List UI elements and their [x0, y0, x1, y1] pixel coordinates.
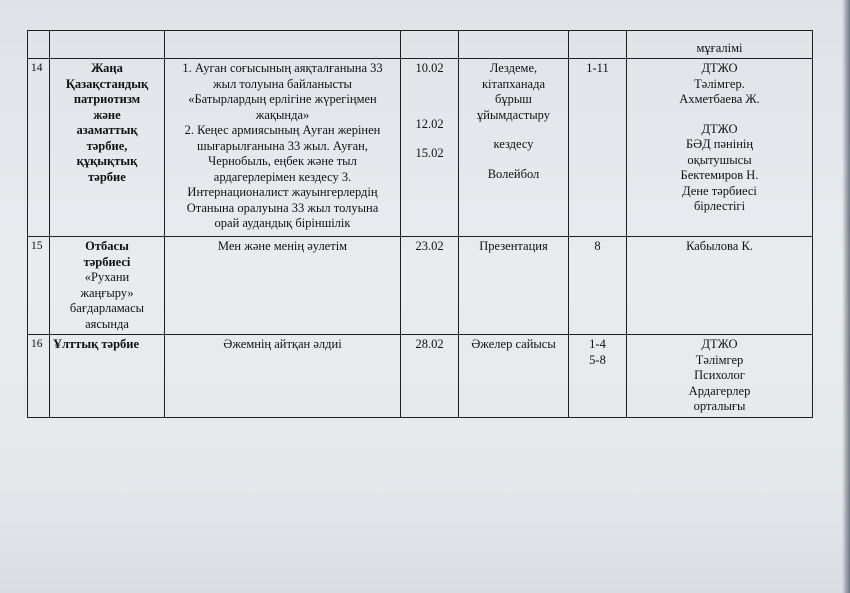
cell-num [28, 237, 50, 335]
responsible-line: Ахметбаева Ж. [679, 92, 760, 106]
direction-line: «Рухани [84, 270, 130, 284]
cell-date [401, 335, 459, 418]
cell-responsible [627, 31, 813, 59]
direction-line: Отбасы [85, 239, 129, 253]
cell-classes [569, 335, 627, 418]
name-line: ардагерлерімен кездесу 3. [213, 169, 352, 184]
name-line: Отанына оралуына 33 жыл толуына [186, 200, 379, 215]
responsible-text: мұғалімі [696, 40, 743, 55]
name-line: «Батырлардың ерлігіне жүрегіңмен [188, 92, 377, 106]
table-row [28, 31, 813, 59]
date-value: 23.02 [415, 239, 444, 253]
date-value: 12.02 [415, 116, 444, 131]
cell-num [28, 31, 50, 59]
responsible-line: оқытушысы [687, 152, 752, 167]
responsible-text: Кабылова К. [686, 239, 753, 253]
event-name: Мен және менің әулетім [217, 239, 348, 253]
classes-line: 1-4 [589, 337, 606, 351]
table-row [28, 59, 813, 237]
cell-direction [50, 31, 165, 59]
form-value: Презентация [479, 239, 548, 253]
name-line: орай аудандық біріншілік [214, 216, 351, 230]
name-line: Интернационалист жауынгерлердің [187, 185, 378, 199]
responsible-line: бірлестігі [693, 199, 746, 213]
responsible-line: ДТЖО [701, 61, 738, 75]
cell-classes [569, 237, 627, 335]
classes-line: 5-8 [589, 352, 606, 367]
direction-line: бағдарламасы [69, 301, 145, 315]
row-number: 14 [31, 62, 43, 74]
classes-value: 1-11 [586, 61, 609, 75]
classes-value: 8 [594, 239, 601, 253]
responsible-line: Дене тәрбиесі [682, 183, 757, 198]
cell-date [401, 31, 459, 59]
page-edge-shadow [842, 0, 850, 593]
name-line: шығарылғанына 33 жыл. Ауған, [196, 138, 368, 153]
cell-name [165, 59, 401, 237]
direction-line: тәрбие [88, 169, 126, 184]
name-line: Чернобыль, еңбек және тыл [208, 154, 357, 168]
direction-line: Жаңа [91, 61, 123, 75]
responsible-line: Тәлімгер [695, 352, 744, 367]
direction-line: аясында [85, 316, 129, 331]
cell-num [28, 59, 50, 237]
name-line: 2. Кеңес армиясының Ауған жерінен [184, 123, 381, 137]
direction-line: Қазақстандық [65, 76, 149, 91]
responsible-line: БӘД пәнінің [685, 137, 754, 151]
table-row [28, 335, 813, 418]
cell-name [165, 31, 401, 59]
cell-form [459, 335, 569, 418]
cell-name [165, 237, 401, 335]
cell-num [28, 335, 50, 418]
responsible-line: орталығы [693, 399, 746, 413]
responsible-line: Бектемиров Н. [680, 168, 759, 182]
cell-form [459, 237, 569, 335]
cell-direction [50, 59, 165, 237]
cell-direction [50, 237, 165, 335]
responsible-line: Ардагерлер [688, 383, 751, 398]
cell-date [401, 237, 459, 335]
form-line: ұйымдастыру [477, 107, 550, 122]
form-line: бұрыш [495, 92, 532, 106]
row-number: 15 [31, 240, 43, 252]
date-value: 15.02 [415, 146, 444, 160]
cell-name [165, 335, 401, 418]
direction-line: және [93, 107, 121, 122]
plan-table [27, 30, 813, 418]
row-number: 16 [31, 338, 43, 350]
name-line: 1. Ауган соғысының аяқталғанына 33 [182, 61, 383, 75]
direction-line: тәрбие, [86, 138, 128, 153]
cell-classes [569, 31, 627, 59]
table-row [28, 237, 813, 335]
date-value: 10.02 [415, 61, 444, 75]
responsible-line: Тәлімгер. [694, 76, 745, 91]
responsible-line: Психолог [694, 368, 745, 382]
form-value: Әжелер сайысы [471, 337, 556, 351]
cell-responsible [627, 237, 813, 335]
cell-direction [50, 335, 165, 418]
direction-line: жаңғыру» [80, 285, 134, 300]
event-name: Әжемнің айтқан әлдиі [223, 337, 342, 351]
name-line: жақында» [255, 107, 310, 122]
cell-date [401, 59, 459, 237]
direction-line: азаматтық [76, 123, 138, 137]
form-line: Лездеме, [489, 61, 538, 75]
form-line: кездесу [493, 137, 534, 151]
name-line: жыл толуына байланысты [213, 76, 352, 91]
form-line: Волейбол [487, 166, 540, 181]
cell-form [459, 59, 569, 237]
direction-line: құқықтық [76, 154, 138, 168]
cell-classes [569, 59, 627, 237]
cell-form [459, 31, 569, 59]
direction-line: патриотизм [73, 92, 141, 106]
date-value: 28.02 [415, 337, 444, 351]
direction-line: тәрбиесі [83, 254, 131, 269]
responsible-line: ДТЖО [701, 337, 738, 351]
cell-responsible [627, 59, 813, 237]
direction-text: Ұлттық тәрбие [53, 337, 140, 351]
form-line: кітапханада [481, 76, 545, 91]
responsible-line: ДТЖО [701, 121, 738, 136]
cell-responsible [627, 335, 813, 418]
